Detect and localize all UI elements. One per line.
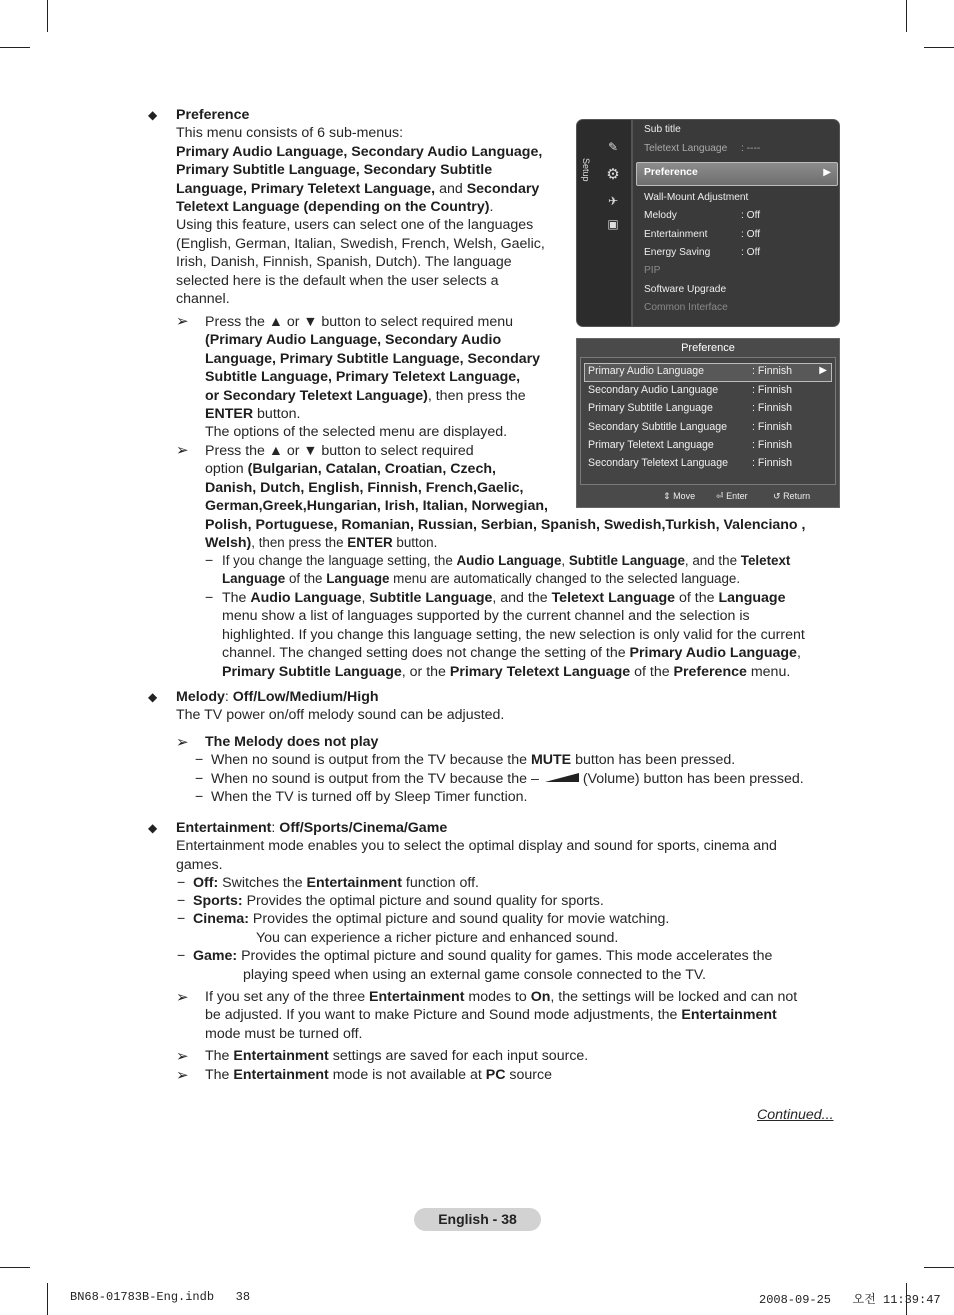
crop-mark	[924, 1267, 954, 1268]
text-line: games.	[176, 856, 223, 873]
text-span: Sports:	[193, 893, 243, 909]
input-icon: ▣	[607, 217, 619, 231]
text-span: ,	[796, 645, 801, 662]
text-span: settings are saved for each input source.	[328, 1048, 589, 1064]
text-span: When no sound is output from the TV because the –	[211, 771, 539, 787]
text-span: Language	[222, 571, 286, 587]
text-span: ,	[561, 553, 569, 568]
pref-item-label[interactable]: Primary Subtitle Language	[588, 402, 713, 414]
entertainment-section	[176, 819, 826, 874]
pref-item-value: : Finnish	[752, 457, 793, 469]
preference-section	[176, 106, 566, 308]
updown-arrow-icon: ⇕	[663, 491, 671, 501]
pref-item-label[interactable]: Primary Teletext Language	[588, 439, 714, 451]
text-line: Press the ▲ or ▼ button to select required menu	[205, 314, 514, 330]
preference-menu-title: Preference	[681, 342, 735, 354]
return-icon: ↺	[773, 491, 781, 501]
footer-file-info: BN68-01783B-Eng.indb 38	[70, 1290, 251, 1304]
setup-item-software[interactable]: Software Upgrade	[644, 284, 727, 295]
diamond-bullet-icon: ◆	[148, 108, 158, 122]
text-span: or Secondary Teletext Language)	[205, 387, 428, 404]
enter-hint	[716, 491, 748, 502]
entertainment-heading: Entertainment	[176, 820, 272, 836]
text-line: The options of the selected menu are displayed.	[205, 424, 508, 441]
text-span: ENTER	[205, 406, 254, 423]
text-line: selected here is the default when the user selects a	[176, 272, 499, 289]
return-hint	[773, 491, 810, 502]
move-hint	[663, 491, 695, 502]
entertainment-note-locked	[205, 988, 835, 1043]
crop-mark	[47, 0, 48, 32]
melody-heading: Melody	[176, 689, 225, 705]
text-span: Entertainment	[369, 989, 465, 1005]
text-line: Press the ▲ or ▼ button to select required	[205, 443, 474, 459]
text-span: (Volume) button has been pressed.	[582, 771, 804, 787]
pref-item-value: : Finnish	[752, 384, 793, 396]
mode-cinema	[193, 910, 669, 928]
footer-timestamp: 2008-09-25 오전 11:39:47	[759, 1293, 941, 1307]
text-span: menu are automatically changed to the selected language.	[389, 571, 741, 587]
text-line: channel.	[176, 291, 230, 308]
text-span: If you change the language setting, the	[222, 553, 457, 568]
setup-item-teletext[interactable]: Teletext Language	[644, 143, 728, 154]
note-arrow-icon: ➢	[176, 442, 189, 459]
text-span: Switches the	[218, 875, 307, 891]
note-select-menu	[205, 313, 575, 442]
note-arrow-icon: ➢	[176, 1067, 189, 1084]
text-span: ENTER	[347, 535, 393, 551]
text-span: Teletext	[740, 553, 791, 568]
note-arrow-icon: ➢	[176, 734, 189, 751]
setup-item-melody[interactable]: Melody	[644, 210, 677, 221]
preference-menu-screenshot	[576, 338, 840, 508]
text-span: source	[505, 1067, 552, 1083]
dash-bullet: −	[177, 948, 186, 964]
melody-options: Off/Low/Medium/High	[232, 689, 379, 705]
setup-value-teletext: : ----	[741, 143, 761, 154]
subnote-language-change	[222, 552, 832, 589]
text-span: Secondary	[466, 180, 540, 197]
page-number-badge: English - 38	[414, 1208, 541, 1231]
text-line: Teletext Language (depending on the Country)	[176, 199, 490, 216]
text-span: Audio Language	[456, 553, 562, 568]
pref-item-label[interactable]: Secondary Subtitle Language	[588, 421, 728, 433]
text-line: Subtitle Language, Primary Teletext Language,	[205, 369, 521, 386]
text-span: Subtitle Language	[568, 553, 685, 568]
highlight-label: Preference	[644, 167, 698, 178]
melody-case-volume	[211, 770, 804, 788]
text-line: The TV power on/off melody sound can be adjusted.	[176, 707, 505, 724]
melody-note	[205, 733, 378, 751]
text-span: Welsh)	[205, 535, 252, 552]
entertainment-options: Off/Sports/Cinema/Game	[279, 820, 448, 836]
volume-wedge-icon	[545, 773, 579, 782]
text-line: Language, Primary Teletext Language,	[176, 180, 436, 197]
dash-bullet: −	[205, 553, 214, 569]
text-span: Entertainment	[306, 875, 402, 891]
subnote-language-menu	[222, 589, 837, 681]
gear-icon: ⚙	[606, 166, 620, 183]
text-span: , then press the	[427, 387, 526, 404]
text-span: MUTE	[530, 752, 572, 768]
text-span: button has been pressed.	[571, 752, 736, 768]
continued-label: Continued...	[757, 1107, 834, 1123]
dash-bullet: −	[177, 875, 186, 891]
text-span: button.	[253, 406, 301, 423]
melody-case-mute	[211, 751, 735, 769]
pref-item-value: : Finnish	[752, 421, 793, 433]
text-span: .	[489, 199, 494, 216]
text-span: channel. The changed setting does not change the setting of the	[222, 645, 630, 662]
mode-game-extra: playing speed when using an external game console connected to the TV.	[243, 967, 706, 983]
diamond-bullet-icon: ◆	[148, 690, 158, 704]
text-line: This menu consists of 6 sub-menus:	[176, 125, 404, 142]
text-span: :	[271, 820, 280, 836]
text-span: The	[222, 590, 251, 606]
dash-bullet: −	[195, 771, 204, 787]
text-span: option	[205, 461, 248, 478]
text-span: ,	[361, 590, 370, 606]
setup-value-melody: : Off	[741, 210, 761, 221]
setup-value-entertainment: : Off	[741, 229, 761, 240]
dash-bullet: −	[205, 590, 214, 606]
text-span: Primary Subtitle Language	[222, 663, 402, 680]
text-span: menu.	[746, 663, 791, 680]
text-span: , then press the	[251, 535, 348, 551]
text-span: Teletext Language	[551, 590, 676, 606]
text-span: On	[530, 989, 551, 1005]
crop-mark	[906, 0, 907, 32]
text-line: Polish, Portuguese, Romanian, Russian, Serbian, Spanish, Swedish,Turkish, Valenciano ,	[205, 516, 806, 533]
text-span: of the	[630, 663, 674, 680]
pref-item-label[interactable]: Secondary Audio Language	[588, 384, 719, 396]
setup-value-energy: : Off	[741, 247, 761, 258]
text-span: button.	[392, 535, 438, 551]
crop-mark	[0, 1267, 30, 1268]
pref-item-label[interactable]: Secondary Teletext Language	[588, 457, 728, 469]
text-span: Entertainment	[233, 1048, 329, 1064]
mode-off	[193, 874, 479, 892]
text-line: (English, German, Italian, Swedish, French, Welsh, Gaelic,	[176, 235, 545, 252]
text-line: Primary Subtitle Language, Secondary Subtitle	[176, 162, 493, 179]
text-span: Cinema:	[193, 911, 249, 927]
crop-mark	[924, 47, 954, 48]
pref-item-value: : Finnish	[752, 439, 793, 451]
text-line: Language, Primary Subtitle Language, Secondary	[205, 350, 541, 367]
menu-divider	[631, 120, 633, 326]
text-span: Language	[326, 571, 390, 587]
move-hint-label: Move	[673, 491, 696, 501]
text-line: Entertainment mode enables you to select the optimal display and sound for sports, cinema and	[176, 838, 777, 855]
diamond-bullet-icon: ◆	[148, 821, 158, 835]
text-span: function off.	[401, 875, 479, 891]
text-span: Entertainment	[681, 1007, 777, 1024]
text-span: :	[224, 689, 233, 705]
crop-mark	[47, 1283, 48, 1315]
dash-bullet: −	[177, 893, 186, 909]
text-line: (Primary Audio Language, Secondary Audio	[205, 332, 502, 349]
text-span: and	[439, 180, 463, 197]
play-arrow-icon: ▶	[823, 167, 831, 178]
text-span: Provides the optimal picture and sound quality for movie watching.	[248, 911, 670, 927]
note-arrow-icon: ➢	[176, 313, 189, 330]
enter-icon: ⏎	[716, 491, 724, 501]
text-span: (Bulgarian, Catalan, Croatian, Czech,	[247, 461, 496, 478]
text-span: The	[205, 1067, 234, 1083]
text-line: Using this feature, users can select one of the languages	[176, 217, 534, 234]
setup-item-highlight[interactable]	[636, 162, 838, 186]
melody-section	[176, 688, 776, 725]
text-line: German,Greek,Hungarian, Irish, Italian, Norwegian,	[205, 498, 548, 515]
play-arrow-icon: ▶	[819, 365, 827, 376]
text-span: The	[205, 1048, 234, 1064]
text-span: mode is not available at	[328, 1067, 486, 1083]
text-span: Audio Language	[250, 590, 362, 606]
pref-item-label[interactable]: Primary Audio Language	[588, 365, 705, 377]
text-span: , and the	[684, 553, 741, 568]
dash-bullet: −	[195, 789, 204, 805]
text-line: highlighted. If you change this language setting, the new selection is only valid for the current	[222, 626, 805, 643]
text-line: Danish, Dutch, English, Finnish, French,Gaelic,	[205, 479, 524, 496]
text-span: Off:	[193, 875, 219, 891]
setup-menu-screenshot	[576, 119, 840, 327]
text-line: menu show a list of languages supported by the current channel and the selection is	[222, 608, 750, 625]
text-span: Provides the optimal picture and sound quality for sports.	[242, 893, 604, 909]
text-span: Provides the optimal picture and sound quality for games. This mode accelerates the	[237, 948, 773, 964]
note-arrow-icon: ➢	[176, 1048, 189, 1065]
text-span: be adjusted. If you want to make Picture and Sound mode adjustments, the	[205, 1007, 682, 1024]
text-span: of the	[285, 571, 327, 587]
antenna-icon: ✈	[607, 194, 619, 208]
text-span: , and the	[492, 590, 552, 606]
return-hint-label: Return	[783, 491, 811, 501]
setup-item-entertainment[interactable]: Entertainment	[644, 229, 708, 240]
mode-sports	[193, 892, 604, 910]
text-line: mode must be turned off.	[205, 1025, 363, 1042]
text-span: , or the	[401, 663, 450, 680]
pref-item-value: : Finnish	[752, 402, 793, 414]
dash-bullet: −	[195, 752, 204, 768]
text-span: PC	[485, 1067, 506, 1083]
text-span: Entertainment	[233, 1067, 329, 1083]
text-span: Language	[718, 590, 786, 606]
text-span: of the	[675, 590, 719, 606]
setup-item-subtitle[interactable]: Sub title	[644, 124, 681, 135]
picture-icon: ✎	[607, 140, 619, 154]
text-span: Game:	[193, 948, 238, 964]
entertainment-note-pc	[205, 1066, 552, 1084]
text-span: Primary Teletext Language	[449, 663, 631, 680]
pref-item-value: : Finnish	[752, 365, 793, 377]
note-arrow-icon: ➢	[176, 989, 189, 1006]
dash-bullet: −	[177, 911, 186, 927]
setup-item-energy[interactable]: Energy Saving	[644, 247, 711, 258]
melody-case-sleep: When the TV is turned off by Sleep Timer function.	[211, 789, 528, 805]
text-span: The Melody does not play	[205, 734, 379, 750]
preference-heading: Preference	[176, 107, 250, 123]
entertainment-note-saved	[205, 1047, 588, 1065]
text-span: If you set any of the three	[205, 989, 370, 1005]
mode-cinema-extra: You can experience a richer picture and enhanced sound.	[256, 930, 619, 946]
text-span: , the settings will be locked and can not	[550, 989, 798, 1005]
setup-side-label: Setup	[581, 158, 591, 182]
enter-hint-label: Enter	[726, 491, 748, 501]
setup-item-pip: PIP	[644, 265, 661, 276]
text-span: Preference	[673, 663, 747, 680]
text-line: Irish, Danish, Finnish, Spanish, Dutch). The language	[176, 254, 512, 271]
mode-game	[193, 947, 772, 965]
setup-item-common-interface: Common Interface	[644, 302, 728, 313]
text-span: Primary Audio Language	[629, 645, 797, 662]
text-span: When no sound is output from the TV because the	[211, 752, 531, 768]
text-span: modes to	[464, 989, 531, 1005]
crop-mark	[0, 47, 30, 48]
text-span: Subtitle Language	[369, 590, 493, 606]
text-line: Primary Audio Language, Secondary Audio Language,	[176, 143, 543, 160]
setup-item-wallmount[interactable]: Wall-Mount Adjustment	[644, 192, 749, 203]
